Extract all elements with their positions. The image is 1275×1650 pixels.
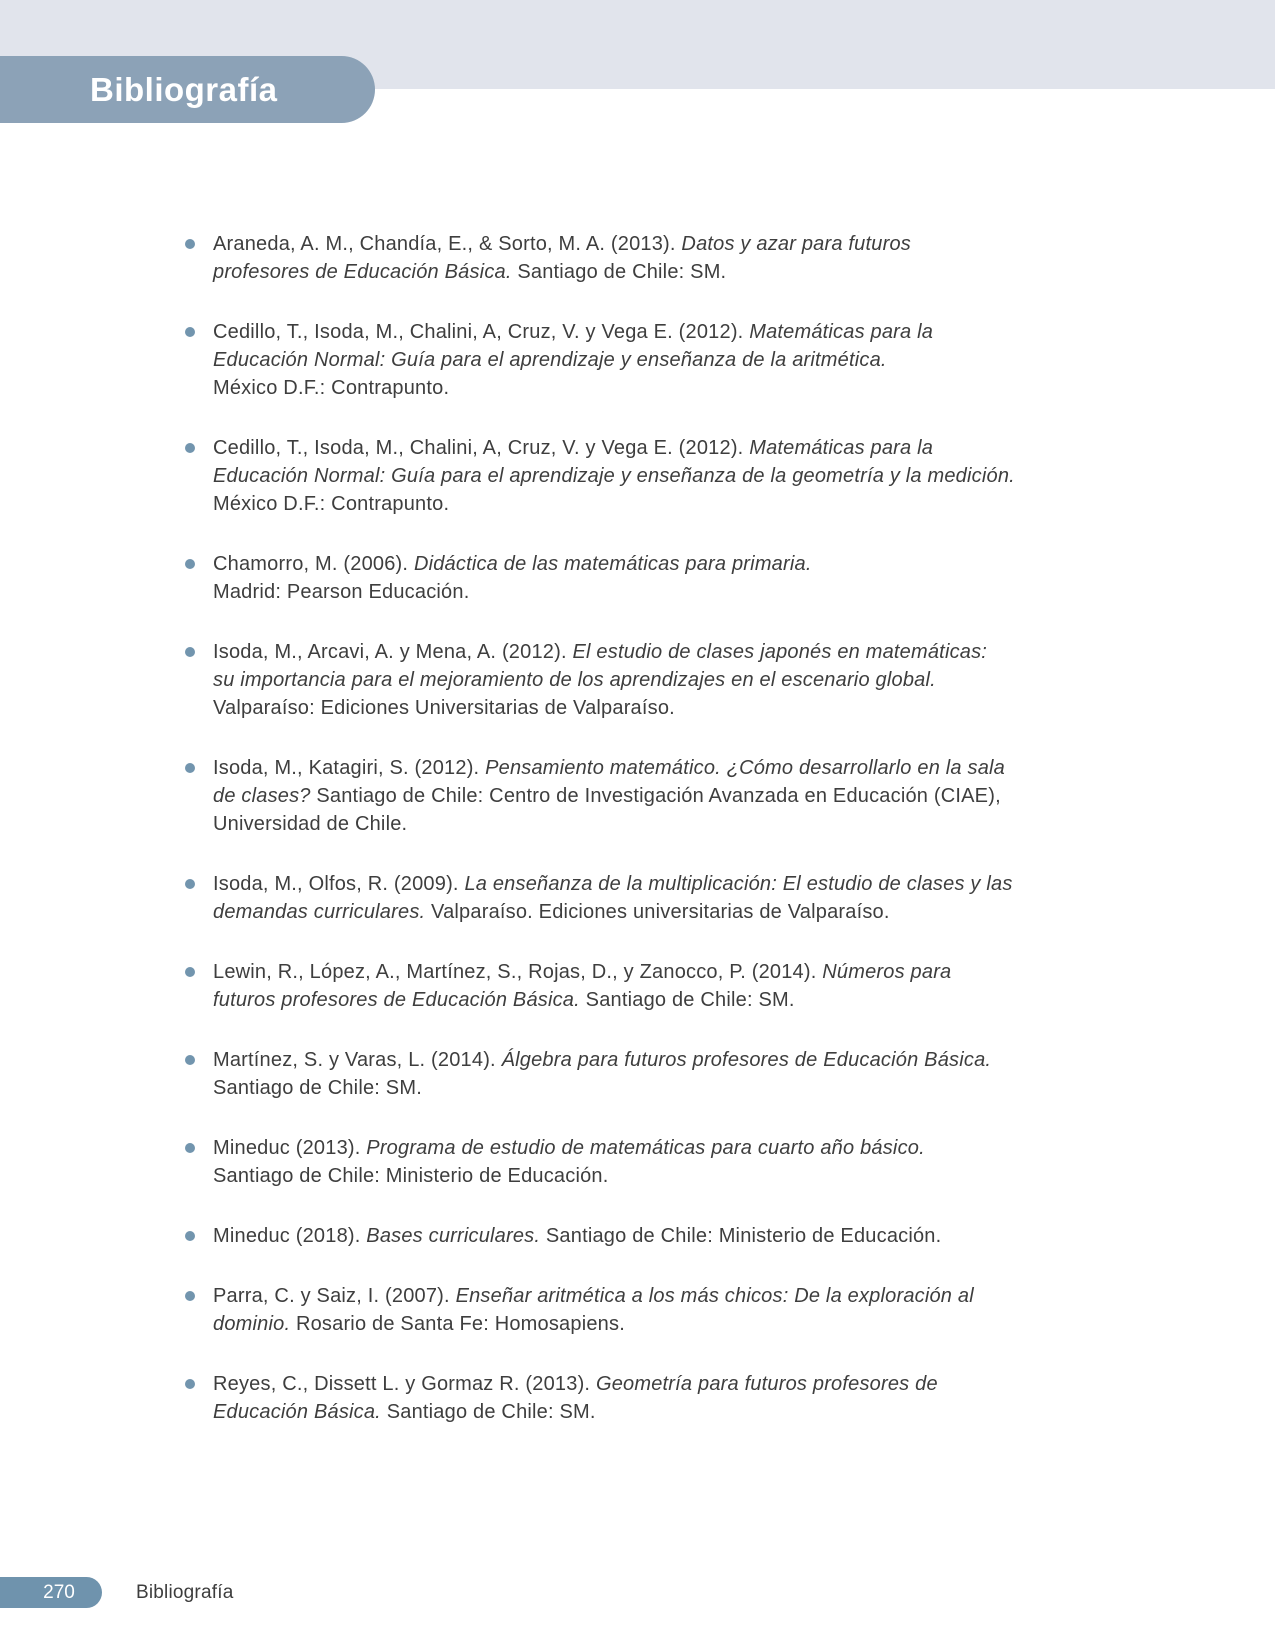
work-title: Números para [822, 961, 952, 983]
work-title: La enseñanza de la multiplicación: El estudio de clases y las [464, 873, 1013, 895]
bibliography-entry [213, 1134, 1133, 1190]
bullet-icon [185, 647, 195, 657]
work-title: Programa de estudio de matemáticas para cuarto año básico. [366, 1137, 925, 1159]
bullet-icon [185, 239, 195, 249]
bibliography-line [213, 898, 1133, 926]
citation-text: Santiago de Chile: SM. [213, 1077, 422, 1099]
work-title: Pensamiento matemático. ¿Cómo desarrollarlo en la sala [485, 757, 1005, 779]
citation-text: Madrid: Pearson Educación. [213, 581, 470, 603]
citation-text: Santiago de Chile: SM. [579, 989, 795, 1011]
bibliography-line [213, 666, 1133, 694]
bullet-icon [185, 763, 195, 773]
citation-text: Valparaíso: Ediciones Universitarias de Valparaíso. [213, 697, 675, 719]
bibliography-line [213, 230, 1133, 258]
citation-text: Santiago de Chile: SM. [511, 261, 727, 283]
citation-text: México D.F.: Contrapunto. [213, 377, 450, 399]
citation-text: Reyes, C., Dissett L. y Gormaz R. (2013). [213, 1373, 596, 1395]
work-title: Matemáticas para la [749, 437, 934, 459]
citation-text: Chamorro, M. (2006). [213, 553, 414, 575]
bibliography-line [213, 782, 1133, 810]
bibliography-line [213, 810, 1133, 838]
bibliography-line [213, 638, 1133, 666]
citation-text: Mineduc (2018). [213, 1225, 367, 1247]
bibliography-entry [213, 1370, 1133, 1426]
bibliography-entry [213, 434, 1133, 518]
work-title: Álgebra para futuros profesores de Educación Básica. [501, 1049, 992, 1071]
bibliography-line [213, 434, 1133, 462]
bibliography-line [213, 1162, 1133, 1190]
bibliography-entry [213, 550, 1133, 606]
citation-text: Cedillo, T., Isoda, M., Chalini, A, Cruz, V. y Vega E. (2012). [213, 321, 750, 343]
bullet-icon [185, 559, 195, 569]
bibliography-line [213, 1370, 1133, 1398]
bibliography-entry [213, 230, 1133, 286]
citation-text: Universidad de Chile. [213, 813, 408, 835]
bibliography-entry [213, 1046, 1133, 1102]
bullet-icon [185, 443, 195, 453]
citation-text: Valparaíso. Ediciones universitarias de Valparaíso. [425, 901, 890, 923]
citation-text: Cedillo, T., Isoda, M., Chalini, A, Cruz, V. y Vega E. (2012). [213, 437, 750, 459]
bibliography-line [213, 1282, 1133, 1310]
bibliography-line [213, 1310, 1133, 1338]
bullet-icon [185, 1231, 195, 1241]
bibliography-entry [213, 1282, 1133, 1338]
bullet-icon [185, 1291, 195, 1301]
bibliography-line [213, 1074, 1133, 1102]
bibliography-line [213, 462, 1133, 490]
work-title: profesores de Educación Básica. [213, 261, 512, 283]
bibliography-line [213, 694, 1133, 722]
bibliography-line [213, 578, 1133, 606]
bullet-icon [185, 1143, 195, 1153]
work-title: demandas curriculares. [213, 901, 426, 923]
work-title: su importancia para el mejoramiento de los aprendizajes en el escenario global. [213, 669, 936, 691]
bibliography-entry [213, 318, 1133, 402]
page-title: Bibliografía [90, 70, 278, 108]
bibliography-entry [213, 754, 1133, 838]
citation-text: Isoda, M., Arcavi, A. y Mena, A. (2012). [213, 641, 573, 663]
bibliography-line [213, 1134, 1133, 1162]
bibliography-line [213, 490, 1133, 518]
chapter-header-pill [0, 56, 375, 123]
bullet-icon [185, 327, 195, 337]
bibliography-line [213, 318, 1133, 346]
bibliography-entry [213, 870, 1133, 926]
citation-text: Martínez, S. y Varas, L. (2014). [213, 1049, 502, 1071]
page-number: 270 [43, 1581, 75, 1603]
bibliography-line [213, 550, 1133, 578]
work-title: de clases? [213, 785, 317, 807]
work-title: futuros profesores de Educación Básica. [213, 989, 580, 1011]
citation-text: Rosario de Santa Fe: Homosapiens. [290, 1313, 625, 1335]
bullet-icon [185, 1379, 195, 1389]
bibliography-line [213, 258, 1133, 286]
work-title: dominio. [213, 1313, 291, 1335]
bibliography-entry [213, 958, 1133, 1014]
work-title: Didáctica de las matemáticas para primaria. [413, 553, 812, 575]
citation-text: Araneda, A. M., Chandía, E., & Sorto, M. A. (2013). [213, 233, 682, 255]
work-title: Enseñar aritmética a los más chicos: De la exploración al [455, 1285, 974, 1307]
citation-text: Santiago de Chile: Ministerio de Educación. [213, 1165, 609, 1187]
citation-text: Santiago de Chile: SM. [380, 1401, 596, 1423]
citation-text: Santiago de Chile: Ministerio de Educación. [540, 1225, 942, 1247]
bullet-icon [185, 879, 195, 889]
bullet-icon [185, 967, 195, 977]
bibliography-list [213, 230, 1133, 1458]
bibliography-line [213, 870, 1133, 898]
work-title: Educación Normal: Guía para el aprendizaje y enseñanza de la geometría y la medición. [213, 465, 1015, 487]
work-title: Matemáticas para la [749, 321, 934, 343]
bibliography-line [213, 1222, 1133, 1250]
citation-text: Parra, C. y Saiz, I. (2007). [213, 1285, 456, 1307]
citation-text: México D.F.: Contrapunto. [213, 493, 450, 515]
bibliography-line [213, 374, 1133, 402]
bibliography-line [213, 986, 1133, 1014]
bullet-icon [185, 1055, 195, 1065]
citation-text: Isoda, M., Olfos, R. (2009). [213, 873, 465, 895]
bibliography-line [213, 1046, 1133, 1074]
footer-section-label: Bibliografía [136, 1582, 234, 1603]
work-title: El estudio de clases japonés en matemáticas: [572, 641, 988, 663]
bibliography-line [213, 1398, 1133, 1426]
work-title: Educación Básica. [213, 1401, 381, 1423]
citation-text: Santiago de Chile: Centro de Investigación Avanzada en Educación (CIAE), [316, 785, 1001, 807]
page-number-pill [0, 1577, 102, 1608]
bibliography-line [213, 346, 1133, 374]
bibliography-line [213, 958, 1133, 986]
bibliography-entry [213, 638, 1133, 722]
citation-text: Lewin, R., López, A., Martínez, S., Rojas, D., y Zanocco, P. (2014). [213, 961, 823, 983]
work-title: Bases curriculares. [366, 1225, 541, 1247]
work-title: Educación Normal: Guía para el aprendizaje y enseñanza de la aritmética. [213, 349, 887, 371]
bibliography-line [213, 754, 1133, 782]
citation-text: Mineduc (2013). [213, 1137, 367, 1159]
work-title: Datos y azar para futuros [681, 233, 911, 255]
citation-text: Isoda, M., Katagiri, S. (2012). [213, 757, 486, 779]
work-title: Geometría para futuros profesores de [595, 1373, 938, 1395]
bibliography-entry [213, 1222, 1133, 1250]
